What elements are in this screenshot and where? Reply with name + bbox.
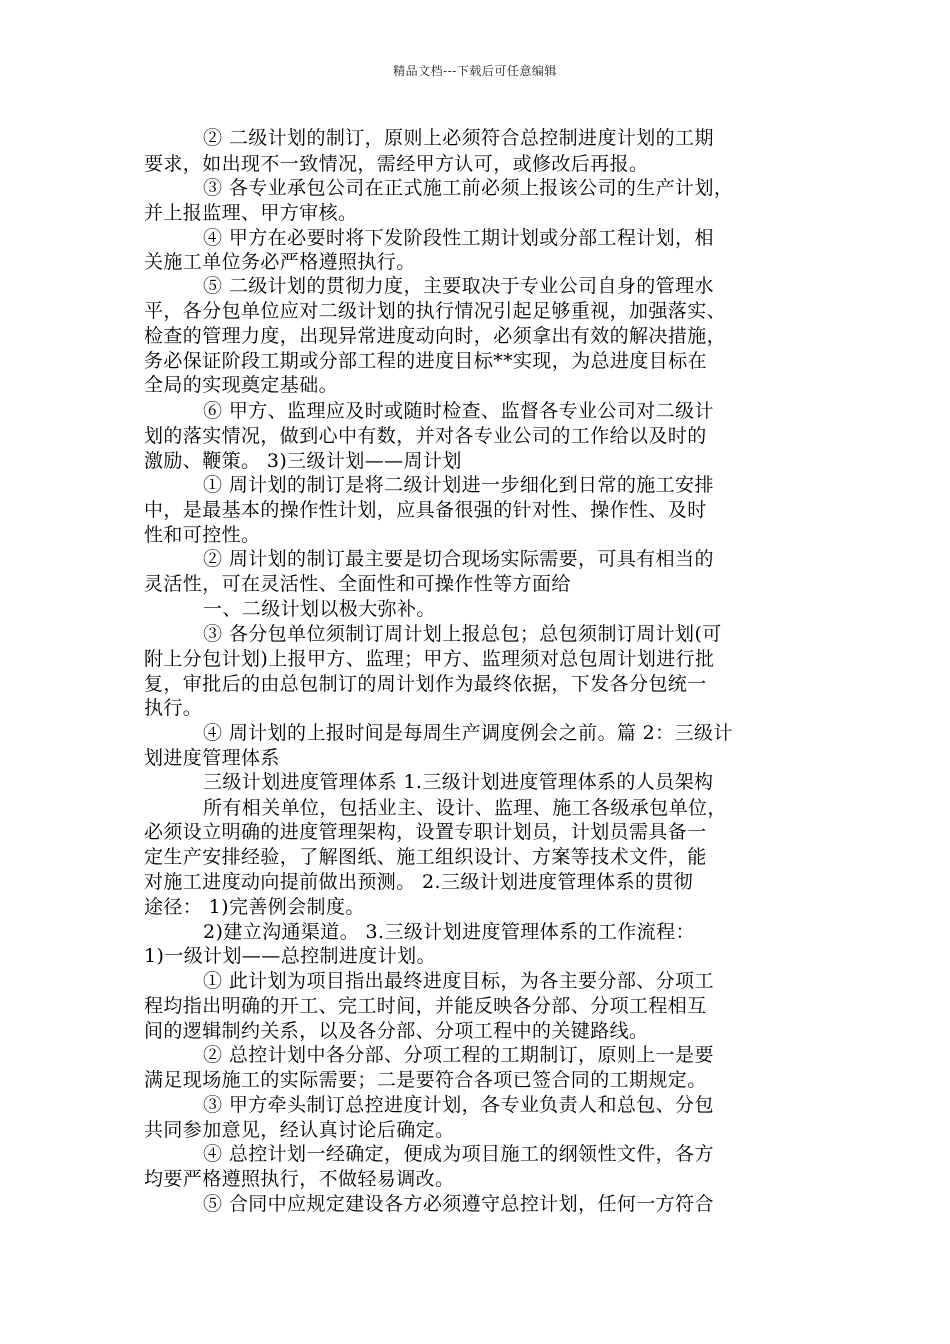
text-line: 划的落实情况，做到心中有数，并对各专业公司的工作给以及时的 xyxy=(144,425,707,447)
text-line: 平，各分包单位应对二级计划的执行情况引起足够重视，加强落实、 xyxy=(144,300,727,322)
text-line: 间的逻辑制约关系，以及各分部、分项工程中的关键路线。 xyxy=(144,1020,649,1042)
text-line: 关施工单位务必严格遵照执行。 xyxy=(144,251,416,273)
text-line: 中，是最基本的操作性计划，应具备很强的针对性、操作性、及时 xyxy=(144,499,707,521)
text-line: 所有相关单位，包括业主、设计、监理、施工各级承包单位， xyxy=(203,797,727,819)
text-line: ④ 周计划的上报时间是每周生产调度例会之前。篇 2：三级计 xyxy=(203,722,733,744)
text-line: ③ 各分包单位须制订周计划上报总包；总包须制订周计划(可 xyxy=(203,623,722,645)
text-line: ④ 总控计划一经确定，便成为项目施工的纲领性文件，各方 xyxy=(203,1143,714,1165)
text-line: 复，审批后的由总包制订的周计划作为最终依据，下发各分包统一 xyxy=(144,673,707,695)
text-line: 均要严格遵照执行，不做轻易调改。 xyxy=(144,1168,455,1190)
text-line: 程均指出明确的开工、完工时间，并能反映各分部、分项工程相互 xyxy=(144,995,707,1017)
text-line: 1)一级计划——总控制进度计划。 xyxy=(144,945,436,967)
text-line: 三级计划进度管理体系 1.三级计划进度管理体系的人员架构 xyxy=(203,771,714,793)
text-line: 划进度管理体系 xyxy=(144,747,280,769)
text-line: 全局的实现奠定基础。 xyxy=(144,374,339,396)
text-line: 并上报监理、甲方审核。 xyxy=(144,202,358,224)
text-line: ③ 各专业承包公司在正式施工前必须上报该公司的生产计划， xyxy=(203,177,734,199)
text-line: ④ 甲方在必要时将下发阶段性工期计划或分部工程计划，相 xyxy=(203,227,714,249)
text-line: 对施工进度动向提前做出预测。 2.三级计划进度管理体系的贯彻 xyxy=(144,871,694,893)
text-line: 共同参加意见，经认真讨论后确定。 xyxy=(144,1119,455,1141)
text-line: 一、二级计划以极大弥补。 xyxy=(203,598,436,620)
text-line: 途径： 1)完善例会制度。 xyxy=(144,896,365,918)
text-line: ⑥ 甲方、监理应及时或随时检查、监督各专业公司对二级计 xyxy=(203,400,714,422)
text-line: ② 周计划的制订最主要是切合现场实际需要，可具有相当的 xyxy=(203,548,714,570)
text-line: ② 总控计划中各分部、分项工程的工期制订，原则上一是要 xyxy=(203,1044,714,1066)
text-line: 性和可控性。 xyxy=(144,524,261,546)
text-line: ⑤ 二级计划的贯彻力度，主要取决于专业公司自身的管理水 xyxy=(203,275,714,297)
text-line: 检查的管理力度，出现异常进度动向时，必须拿出有效的解决措施， xyxy=(144,325,727,347)
text-line: 附上分包计划)上报甲方、监理；甲方、监理须对总包周计划进行批 xyxy=(144,648,715,670)
text-line: ② 二级计划的制订，原则上必须符合总控制进度计划的工期 xyxy=(203,127,714,149)
text-line: ① 周计划的制订是将二级计划进一步细化到日常的施工安排 xyxy=(203,474,714,496)
text-line: ① 此计划为项目指出最终进度目标，为各主要分部、分项工 xyxy=(203,970,714,992)
text-line: ③ 甲方牵头制订总控进度计划，各专业负责人和总包、分包 xyxy=(203,1094,714,1116)
text-line: ⑤ 合同中应规定建设各方必须遵守总控计划，任何一方符合 xyxy=(203,1193,714,1215)
text-line: 定生产安排经验，了解图纸、施工组织设计、方案等技术文件，能 xyxy=(144,846,707,868)
page-header: 精品文档---下载后可任意编辑 xyxy=(393,64,557,78)
text-line: 要求，如出现不一致情况，需经甲方认可，或修改后再报。 xyxy=(144,153,649,175)
text-line: 执行。 xyxy=(144,697,203,719)
text-line: 满足现场施工的实际需要；二是要符合各项已签合同的工期规定。 xyxy=(144,1069,707,1091)
text-line: 务必保证阶段工期或分部工程的进度目标**实现，为总进度目标在 xyxy=(144,350,708,372)
text-line: 灵活性，可在灵活性、全面性和可操作性等方面给 xyxy=(144,573,571,595)
text-line: 2)建立沟通渠道。 3.三级计划进度管理体系的工作流程： xyxy=(203,921,695,943)
text-line: 激励、鞭策。 3)三级计划——周计划 xyxy=(144,450,462,472)
text-line: 必须设立明确的进度管理架构，设置专职计划员，计划员需具备一 xyxy=(144,821,707,843)
